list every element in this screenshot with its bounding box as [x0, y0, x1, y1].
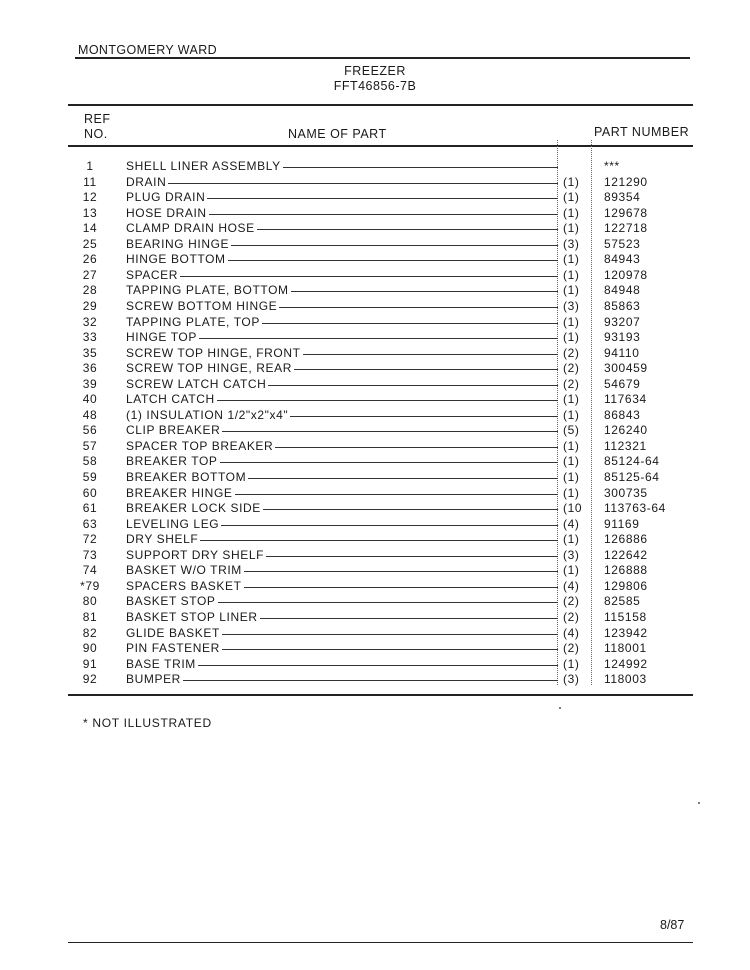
table-row: [0, 408, 750, 424]
part-number: 300459: [604, 361, 648, 376]
ref-number: 81: [82, 609, 98, 624]
table-row: [0, 470, 750, 486]
table-bottom-rule: [68, 694, 693, 696]
part-quantity: (1): [563, 190, 580, 205]
part-number: 123942: [604, 625, 648, 640]
part-number: 126888: [604, 563, 648, 578]
document-title: FREEZER: [344, 64, 406, 78]
footnote: * NOT ILLUSTRATED: [83, 716, 212, 730]
part-number: 118003: [604, 672, 647, 687]
ref-number: 27: [82, 267, 98, 282]
table-row: [0, 237, 750, 253]
part-quantity: (3): [563, 672, 580, 687]
ref-number: 91: [82, 656, 98, 671]
table-row: [0, 330, 750, 346]
table-row: [0, 392, 750, 408]
part-number: 84948: [604, 283, 641, 298]
ref-number: 13: [82, 205, 98, 220]
part-quantity: (1): [563, 252, 580, 267]
table-row: [0, 346, 750, 362]
part-name: BEARING HINGE: [126, 236, 230, 251]
part-name: DRY SHELF: [126, 532, 199, 547]
part-name: BASKET W/O TRIM: [126, 563, 242, 578]
part-quantity: (1): [563, 392, 580, 407]
table-row: [0, 206, 750, 222]
ref-number: 39: [82, 376, 98, 391]
table-row: [0, 159, 750, 175]
part-name: SCREW TOP HINGE, FRONT: [126, 345, 301, 360]
ref-number: 73: [82, 547, 98, 562]
table-row: [0, 548, 750, 564]
part-number: 126240: [604, 423, 648, 438]
table-row: [0, 610, 750, 626]
part-name: TAPPING PLATE, TOP: [126, 314, 260, 329]
part-name: CLAMP DRAIN HOSE: [126, 221, 255, 236]
part-quantity: (1): [563, 485, 580, 500]
brand-name: MONTGOMERY WARD: [78, 43, 218, 57]
ref-number: 26: [82, 252, 98, 267]
part-number: 93207: [604, 314, 641, 329]
part-name: BREAKER LOCK SIDE: [126, 501, 261, 516]
part-name: PIN FASTENER: [126, 641, 220, 656]
col-part-header: PART NUMBER: [594, 125, 690, 139]
part-quantity: (1): [563, 174, 580, 189]
part-quantity: (1): [563, 656, 580, 671]
part-name: BASE TRIM: [126, 656, 196, 671]
ref-number: 58: [82, 454, 98, 469]
ref-number: 11: [83, 174, 97, 189]
part-quantity: (1): [563, 221, 580, 236]
table-row: [0, 221, 750, 237]
part-quantity: (5): [563, 423, 580, 438]
part-name: GLIDE BASKET: [126, 625, 220, 640]
ref-number: 25: [82, 236, 98, 251]
part-name: HINGE BOTTOM: [126, 252, 226, 267]
ref-number: 74: [82, 563, 98, 578]
part-number: 94110: [604, 345, 640, 360]
ref-number: 72: [82, 532, 98, 547]
table-row: [0, 594, 750, 610]
col-no-header: NO.: [84, 127, 108, 141]
part-quantity: (10: [563, 501, 583, 516]
part-name: SCREW TOP HINGE, REAR: [126, 361, 292, 376]
part-quantity: (3): [563, 547, 580, 562]
ref-number: 36: [82, 361, 98, 376]
part-quantity: (2): [563, 376, 580, 391]
table-row: [0, 315, 750, 331]
part-name: SCREW LATCH CATCH: [126, 376, 267, 391]
part-quantity: (3): [563, 236, 580, 251]
ref-number: 56: [82, 423, 98, 438]
table-row: [0, 626, 750, 642]
ref-number: 40: [82, 392, 98, 407]
part-name: LEVELING LEG: [126, 516, 220, 531]
table-row: [0, 439, 750, 455]
part-number: 93193: [604, 330, 641, 345]
part-number: 112321: [604, 438, 647, 453]
part-name: BREAKER HINGE: [126, 485, 233, 500]
part-name: BUMPER: [126, 672, 181, 687]
part-number: 121290: [604, 174, 648, 189]
part-quantity: (2): [563, 345, 580, 360]
part-number: 120978: [604, 267, 648, 282]
part-name: HINGE TOP: [126, 330, 197, 345]
part-number: 115158: [604, 609, 647, 624]
table-row: [0, 190, 750, 206]
part-name: HOSE DRAIN: [126, 205, 207, 220]
part-number: 89354: [604, 190, 641, 205]
table-header-rule: [68, 145, 693, 147]
part-quantity: (1): [563, 330, 580, 345]
part-quantity: (1): [563, 438, 580, 453]
table-row: [0, 486, 750, 502]
table-row: [0, 532, 750, 548]
ref-number: 48: [82, 407, 98, 422]
part-name: SHELL LINER ASSEMBLY: [126, 159, 281, 173]
table-row: [0, 657, 750, 673]
header-rule: [75, 57, 690, 59]
part-name: CLIP BREAKER: [126, 423, 221, 438]
part-quantity: (2): [563, 594, 580, 609]
table-row: [0, 252, 750, 268]
ref-number: 61: [82, 501, 98, 516]
page-number: 8/87: [660, 918, 685, 932]
part-number: 129806: [604, 578, 648, 593]
ref-number: 28: [82, 283, 98, 298]
part-quantity: (1): [563, 454, 580, 469]
ref-number: 35: [82, 345, 98, 360]
table-row: [0, 641, 750, 657]
part-number: 126886: [604, 532, 648, 547]
scan-speck: [559, 707, 561, 709]
part-number: ***: [604, 159, 620, 173]
part-quantity: (1): [563, 532, 580, 547]
ref-number: 1: [86, 159, 94, 173]
ref-number: 92: [82, 672, 98, 687]
ref-number: 59: [82, 470, 98, 484]
part-number: 82585: [604, 594, 641, 609]
table-row: [0, 377, 750, 393]
part-quantity: (3): [563, 298, 580, 313]
part-quantity: (2): [563, 609, 580, 624]
part-quantity: (1): [563, 205, 580, 220]
part-number: 85863: [604, 298, 641, 313]
part-name: TAPPING PLATE, BOTTOM: [126, 283, 289, 298]
model-number: FFT46856-7B: [333, 79, 417, 93]
part-quantity: (4): [563, 625, 580, 640]
ref-number: 12: [82, 190, 98, 205]
table-row: [0, 579, 750, 595]
part-number: 54679: [604, 376, 641, 391]
part-name: SPACER: [126, 267, 179, 282]
part-quantity: (1): [563, 407, 580, 422]
ref-number: 60: [82, 485, 98, 500]
table-row: [0, 299, 750, 315]
part-quantity: (2): [563, 641, 580, 656]
table-row: [0, 454, 750, 470]
part-name: PLUG DRAIN: [126, 190, 206, 205]
part-number: 300735: [604, 485, 648, 500]
part-number: 122718: [604, 221, 648, 236]
ref-number: 82: [82, 625, 98, 640]
part-quantity: (1): [563, 283, 580, 298]
part-number: 85124-64: [604, 454, 660, 469]
ref-number: 32: [82, 314, 98, 329]
ref-number: 14: [82, 221, 98, 236]
part-number: 113763-64: [604, 501, 666, 516]
part-number: 85125-64: [604, 470, 660, 484]
part-number: 57523: [604, 236, 641, 251]
part-quantity: (1): [563, 563, 580, 578]
table-row: [0, 563, 750, 579]
col-name-header: NAME OF PART: [288, 127, 387, 141]
part-number: 84943: [604, 252, 641, 267]
scan-speck: [698, 802, 700, 804]
ref-number: 29: [82, 298, 98, 313]
part-name: BREAKER BOTTOM: [126, 470, 247, 484]
leader-line: [126, 680, 558, 681]
part-quantity: (4): [563, 516, 580, 531]
leader-line: [126, 276, 558, 277]
part-number: 118001: [604, 641, 647, 656]
ref-number: 33: [82, 330, 98, 345]
part-quantity: (4): [563, 578, 580, 593]
page-bottom-rule: [68, 942, 693, 943]
part-name: BASKET STOP: [126, 594, 216, 609]
part-name: BREAKER TOP: [126, 454, 218, 469]
table-row: [0, 501, 750, 517]
part-quantity: (2): [563, 361, 580, 376]
part-quantity: (1): [563, 267, 580, 282]
part-name: SPACERS BASKET: [126, 578, 242, 593]
part-number: 122642: [604, 547, 648, 562]
table-row: [0, 517, 750, 533]
part-number: 91169: [604, 516, 640, 531]
part-number: 124992: [604, 656, 648, 671]
col-ref-header: REF: [84, 112, 111, 126]
part-name: (1) INSULATION 1/2"x2"x4": [126, 407, 289, 422]
part-name: DRAIN: [126, 174, 167, 189]
ref-number: 57: [82, 438, 98, 453]
part-number: 86843: [604, 407, 641, 422]
part-number: 117634: [604, 392, 647, 407]
ref-number: 80: [82, 594, 98, 609]
table-row: [0, 672, 750, 688]
ref-number: *79: [80, 578, 100, 593]
part-name: SCREW BOTTOM HINGE: [126, 298, 278, 313]
part-name: SUPPORT DRY SHELF: [126, 547, 265, 562]
part-quantity: (1): [563, 314, 580, 329]
part-quantity: (1): [563, 470, 580, 484]
part-name: BASKET STOP LINER: [126, 609, 258, 624]
part-name: SPACER TOP BREAKER: [126, 438, 274, 453]
table-row: [0, 175, 750, 191]
table-row: [0, 283, 750, 299]
part-number: 129678: [604, 205, 648, 220]
table-row: [0, 268, 750, 284]
table-top-rule: [68, 104, 693, 106]
table-row: [0, 361, 750, 377]
part-name: LATCH CATCH: [126, 392, 215, 407]
table-row: [0, 423, 750, 439]
ref-number: 63: [82, 516, 98, 531]
ref-number: 90: [82, 641, 98, 656]
leader-line: [126, 183, 558, 184]
